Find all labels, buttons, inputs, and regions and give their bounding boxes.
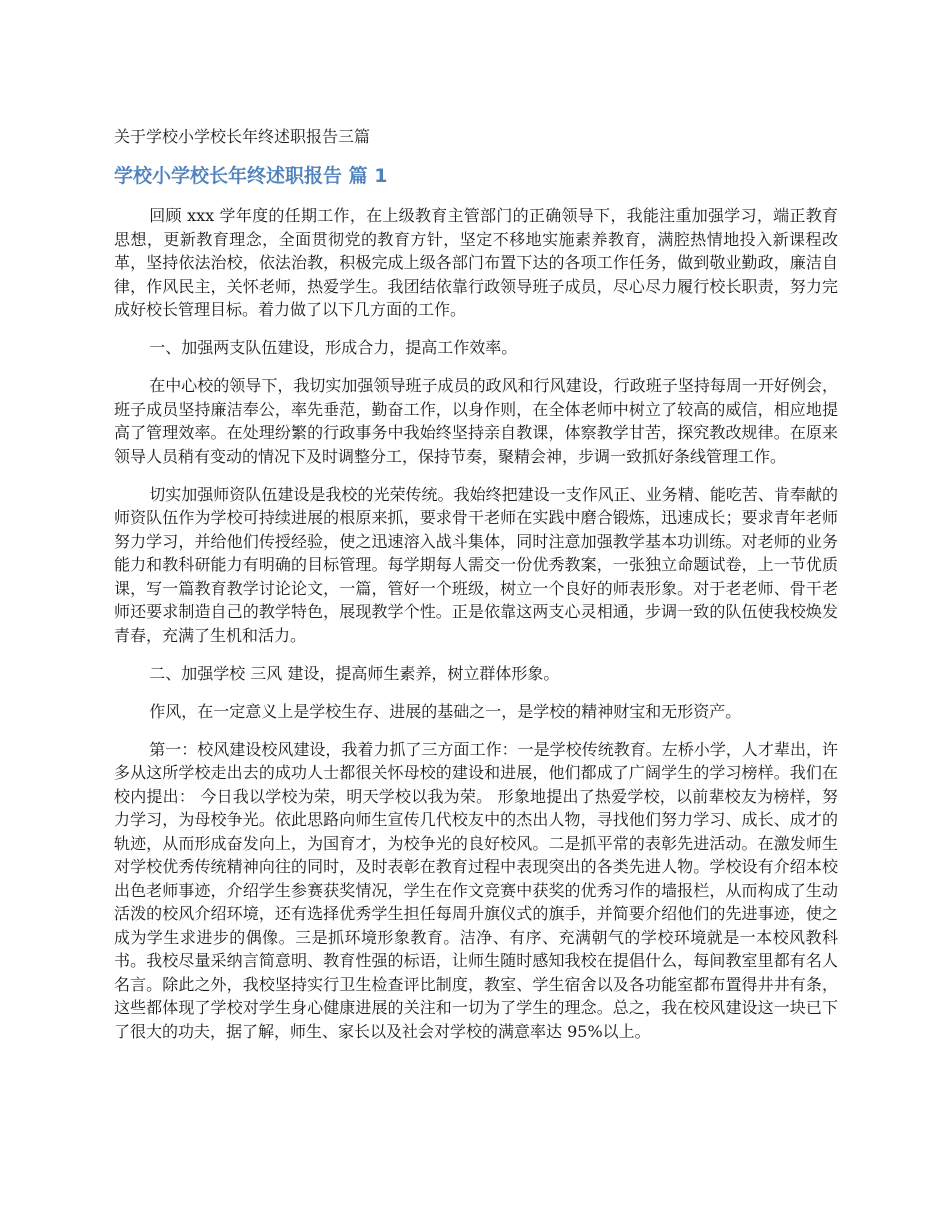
paragraph-intro: 回顾 xxx 学年度的任期工作，在上级教育主管部门的正确领导下，我能注重加强学习，端正教育思想，更新教育理念，全面贯彻党的教育方针，坚定不移地实施素养教育，满腔热情地投入新课程改革，坚持依法治校，依法治教，积极完成上级各部门布置下达的各项工作任务，做到敬业勤政，廉洁自律，作风民主，关怀老师，热爱学生。我团结依靠行政领导班子成员，尽心尽力履行校长职责，努力完成好校长管理目标。着力做了以下几方面的工作。 xyxy=(114,206,838,319)
section-heading: 学校小学校长年终述职报告 篇 1 xyxy=(114,165,388,187)
paragraph-subheading-2: 二、加强学校 三风 建设，提高师生素养，树立群体形象。 xyxy=(149,663,560,683)
paragraph-subheading-1: 一、加强两支队伍建设，形成合力，提高工作效率。 xyxy=(149,338,518,357)
document-body xyxy=(114,204,838,1058)
paragraph-leadership: 在中心校的领导下，我切实加强领导班子成员的政风和行风建设，行政班子坚持每周一开好例会，班子成员坚持廉洁奉公，率先垂范，勤奋工作，以身作则，在全体老师中树立了较高的威信，相应地提高了管理效率。在处理纷繁的行政事务中我始终坚持亲自教课，体察教学甘苦，探究教改规律。在原来领导人员稍有变动的情况下及时调整分工，保持节奏，聚精会神，步调一致抓好条线管理工作。 xyxy=(114,376,838,466)
paragraph-style: 作风，在一定意义上是学校生存、进展的基础之一，是学校的精神财宝和无形资产。 xyxy=(149,701,742,721)
document-title: 关于学校小学校长年终述职报告三篇 xyxy=(114,127,371,146)
paragraph-teachers: 切实加强师资队伍建设是我校的光荣传统。我始终把建设一支作风正、业务精、能吃苦、肯奉献的师资队伍作为学校可持续进展的根原来抓，要求骨干老师在实践中磨合锻炼，迅速成长；要求青年老师努力学习，并给他们传授经验，使之迅速溶入战斗集体，同时注意加强教学基本功训练。对老师的业务能力和教科研能力有明确的目标管理。每学期每人需交一份优秀教案，一张独立命题试卷，上一节优质课，写一篇教育教学讨论论文，一篇，管好一个班级，树立一个良好的师表形象。对于老老师、骨干老师还要求制造自己的教学特色，展现教学个性。正是依靠这两支心灵相通，步调一致的队伍使我校焕发青春，充满了生机和活力。 xyxy=(114,484,838,645)
paragraph-school-spirit: 第一：校风建设校风建设，我着力抓了三方面工作：一是学校传统教育。左桥小学，人才辈出，许多从这所学校走出去的成功人士都很关怀母校的建设和进展，他们都成了广阔学生的学习榜样。我们在校内提出： 今日我以学校为荣，明天学校以我为荣。 形象地提出了热爱学校，以前辈校友为榜样，努力学习，为母校争光。依此思路向师生宣传几代校友中的杰出人物，寻找他们努力学习、成长、成才的轨迹，从而形成奋发向上，为国育才，为校争光的良好校风。二是抓平常的表彰先进活动。在激发师生对学校优秀传统精神向往的同时，及时表彰在教育过程中表现突出的各类先进人物。学校设有介绍本校出色老师事迹，介绍学生参赛获奖情况，学生在作文竞赛中获奖的优秀习作的墙报栏，从而构成了生动活泼的校风介绍环境，还有选择优秀学生担任每周升旗仪式的旗手，并简要介绍他们的先进事迹，使之成为学生求进步的偶像。三是抓环境形象教育。洁净、有序、充满朝气的学校环境就是一本校风教科书。我校尽量采纳言简意明、教育性强的标语，让师生随时感知我校在提倡什么，每间教室里都有名人名言。除此之外，我校坚持实行卫生检查评比制度，教室、学生宿舍以及各功能室都布置得井井有条，这些都体现了学校对学生身心健康进展的关注和一切为了学生的理念。总之，我在校风建设这一块已下了很大的功夫，据了解，师生、家长以及社会对学校的满意率达 95%以上。 xyxy=(114,739,838,1041)
